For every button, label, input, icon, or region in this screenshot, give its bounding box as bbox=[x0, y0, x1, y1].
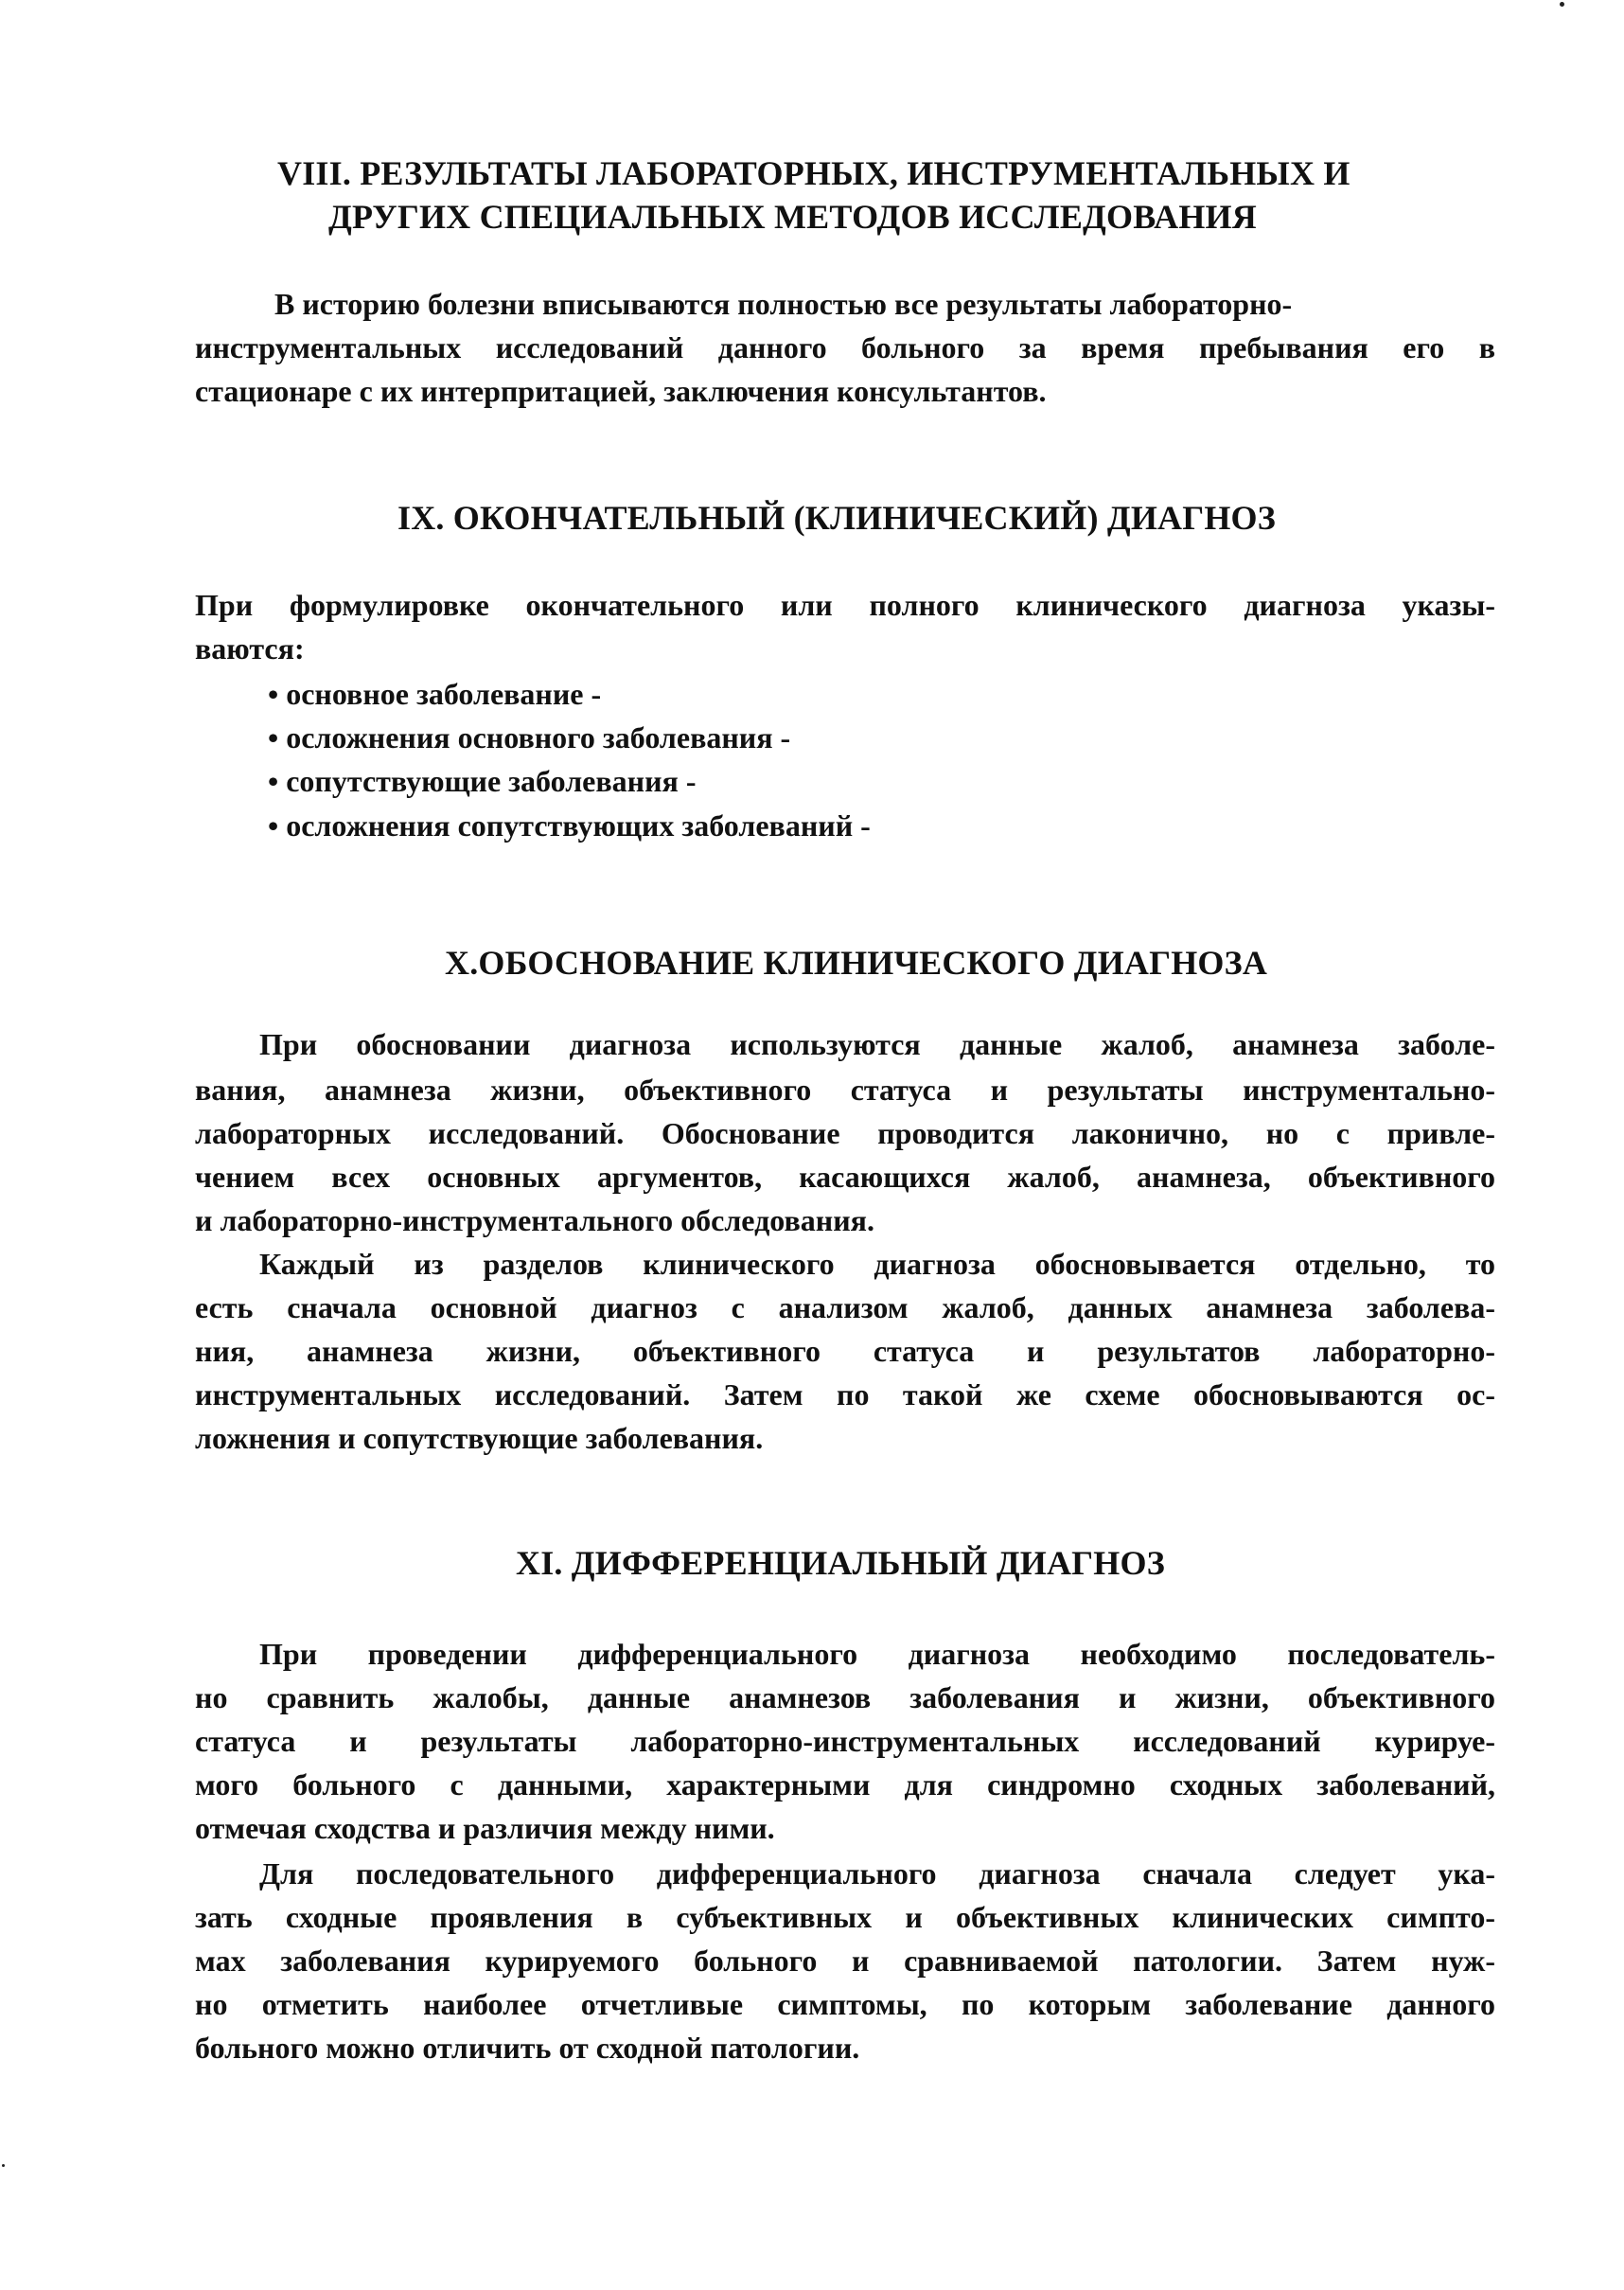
list-item: • осложнения сопутствующих заболеваний - bbox=[268, 808, 871, 843]
section11-p1-line: статуса и результаты лабораторно-инструментальных исследований курируе- bbox=[195, 1724, 1495, 1758]
section11-p1-line: При проведении дифференциального диагноза необходимо последователь- bbox=[259, 1637, 1495, 1671]
scan-speck bbox=[2, 2164, 5, 2167]
section10-title: X.ОБОСНОВАНИЕ КЛИНИЧЕСКОГО ДИАГНОЗА bbox=[445, 944, 1268, 982]
section10-p2-line: Каждый из разделов клинического диагноза обосновывается отдельно, то bbox=[259, 1247, 1495, 1281]
section11-p2-line: Для последовательного дифференциального диагноза сначала следует ука- bbox=[259, 1856, 1495, 1891]
section9-title: IX. ОКОНЧАТЕЛЬНЫЙ (КЛИНИЧЕСКИЙ) ДИАГНОЗ bbox=[397, 499, 1276, 537]
section11-p2-line: зать сходные проявления в субъективных и объективных клинических симпто- bbox=[195, 1900, 1495, 1934]
section10-p2-line: ния, анамнеза жизни, объективного статуса и результатов лабораторно- bbox=[195, 1334, 1495, 1368]
section9-intro-line: ваются: bbox=[195, 631, 305, 666]
section11-p1-line: мого больного с данными, характерными для синдромно сходных заболеваний, bbox=[195, 1767, 1495, 1802]
section11-p2-line: больного можно отличить от сходной патологии. bbox=[195, 2031, 860, 2065]
section8-title-line1: VIII. РЕЗУЛЬТАТЫ ЛАБОРАТОРНЫХ, ИНСТРУМЕНТАЛЬНЫХ И bbox=[277, 154, 1350, 192]
section11-p1-line: отмечая сходства и различия между ними. bbox=[195, 1811, 775, 1845]
section11-title: XI. ДИФФЕРЕНЦИАЛЬНЫЙ ДИАГНОЗ bbox=[516, 1544, 1165, 1582]
list-item: • сопутствующие заболевания - bbox=[268, 764, 697, 798]
list-item: • основное заболевание - bbox=[268, 677, 602, 711]
section8-title-line2: ДРУГИХ СПЕЦИАЛЬНЫХ МЕТОДОВ ИССЛЕДОВАНИЯ bbox=[328, 198, 1257, 236]
section10-p2-line: есть сначала основной диагноз с анализом жалоб, данных анамнеза заболева- bbox=[195, 1290, 1495, 1324]
section8-paragraph-line: стационаре с их интерпритацией, заключения консультантов. bbox=[195, 374, 1047, 408]
section8-paragraph-line: инструментальных исследований данного больного за время пребывания его в bbox=[195, 330, 1495, 364]
section10-p2-line: инструментальных исследований. Затем по такой же схеме обосновываются ос- bbox=[195, 1377, 1495, 1411]
section9-intro-line: При формулировке окончательного или полного клинического диагноза указы- bbox=[195, 588, 1495, 622]
section10-p1-line: чением всех основных аргументов, касающихся жалоб, анамнеза, объективного bbox=[195, 1160, 1495, 1194]
scan-speck bbox=[1560, 2, 1564, 7]
section10-p1-line: и лабораторно-инструментального обследования. bbox=[195, 1203, 874, 1237]
section10-p1-line: лабораторных исследований. Обоснование проводится лаконично, но с привле- bbox=[195, 1116, 1495, 1150]
section10-p1-line: При обосновании диагноза используются данные жалоб, анамнеза заболе- bbox=[259, 1027, 1495, 1061]
section11-p2-line: но отметить наиболее отчетливые симптомы, по которым заболевание данного bbox=[195, 1987, 1495, 2021]
list-item: • осложнения основного заболевания - bbox=[268, 720, 791, 754]
section8-paragraph-line: В историю болезни вписываются полностью все результаты лабораторно- bbox=[274, 287, 1293, 321]
section10-p2-line: ложнения и сопутствующие заболевания. bbox=[195, 1421, 764, 1455]
section11-p1-line: но сравнить жалобы, данные анамнезов заболевания и жизни, объективного bbox=[195, 1680, 1495, 1714]
section11-p2-line: мах заболевания курируемого больного и сравниваемой патологии. Затем нуж- bbox=[195, 1944, 1495, 1978]
section10-p1-line: вания, анамнеза жизни, объективного статуса и результаты инструментально- bbox=[195, 1073, 1495, 1107]
